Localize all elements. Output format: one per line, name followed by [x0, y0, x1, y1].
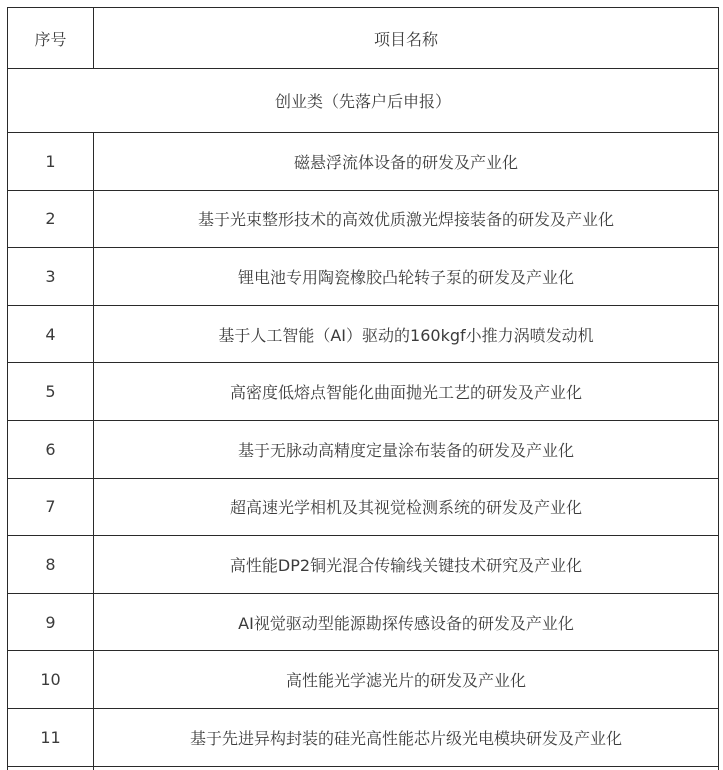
table-row: [8, 420, 719, 478]
row-number: 1: [8, 133, 94, 191]
row-number: 6: [8, 420, 94, 478]
table-row: [8, 305, 719, 363]
header-name: 项目名称: [94, 8, 719, 69]
row-number: 5: [8, 363, 94, 421]
row-project-name: 基于人工智能（AI）驱动的160kgf小推力涡喷发动机: [94, 305, 719, 363]
row-number-empty: [8, 766, 94, 770]
row-number: 3: [8, 248, 94, 306]
row-project-name: AI视觉驱动型能源勘探传感设备的研发及产业化: [94, 593, 719, 651]
header-number: 序号: [8, 8, 94, 69]
row-number: 4: [8, 305, 94, 363]
table-row-partial: [8, 766, 719, 770]
row-project-name-empty: [94, 766, 719, 770]
row-project-name: 锂电池专用陶瓷橡胶凸轮转子泵的研发及产业化: [94, 248, 719, 306]
project-table: [7, 7, 719, 770]
table-row: [8, 133, 719, 191]
table-row: [8, 478, 719, 536]
row-project-name: 高性能光学滤光片的研发及产业化: [94, 651, 719, 709]
row-project-name: 高密度低熔点智能化曲面抛光工艺的研发及产业化: [94, 363, 719, 421]
row-project-name: 磁悬浮流体设备的研发及产业化: [94, 133, 719, 191]
table-row: [8, 536, 719, 594]
row-number: 9: [8, 593, 94, 651]
row-number: 10: [8, 651, 94, 709]
row-project-name: 高性能DP2铜光混合传输线关键技术研究及产业化: [94, 536, 719, 594]
row-project-name: 基于无脉动高精度定量涂布装备的研发及产业化: [94, 420, 719, 478]
table-row: [8, 248, 719, 306]
category-row: [8, 69, 719, 133]
row-number: 11: [8, 708, 94, 766]
category-label: 创业类（先落户后申报）: [8, 69, 719, 133]
row-project-name: 基于光束整形技术的高效优质激光焊接装备的研发及产业化: [94, 190, 719, 248]
table-row: [8, 593, 719, 651]
table-row: [8, 651, 719, 709]
table-row: [8, 708, 719, 766]
row-project-name: 基于先进异构封装的硅光高性能芯片级光电模块研发及产业化: [94, 708, 719, 766]
table-row: [8, 363, 719, 421]
table-header-row: [8, 8, 719, 69]
row-number: 8: [8, 536, 94, 594]
table-row: [8, 190, 719, 248]
row-number: 7: [8, 478, 94, 536]
row-project-name: 超高速光学相机及其视觉检测系统的研发及产业化: [94, 478, 719, 536]
row-number: 2: [8, 190, 94, 248]
